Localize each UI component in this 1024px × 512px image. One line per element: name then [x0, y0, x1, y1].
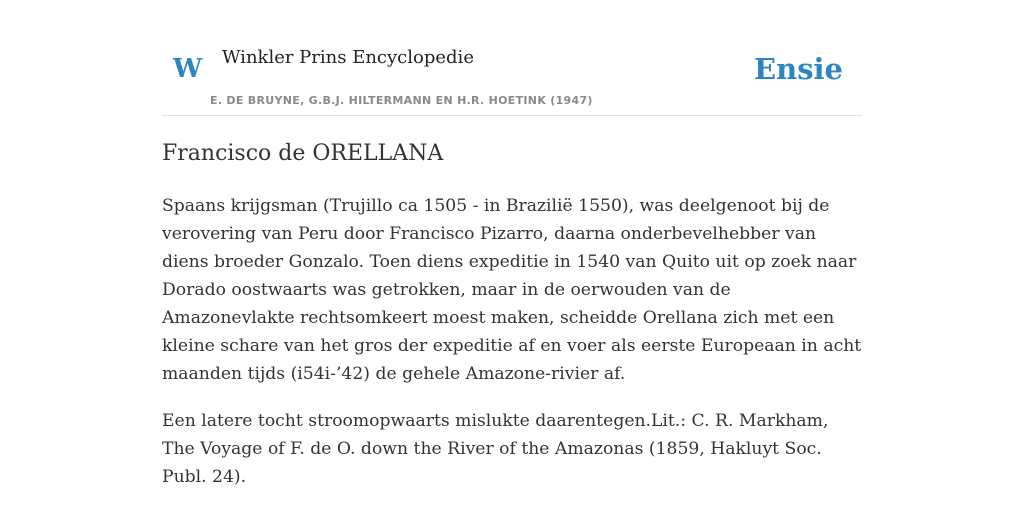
article-paragraph: Een latere tocht stroomopwaarts mislukte daarentegen.Lit.: C. R. Markham, The Voyage of F. de O. down the River of the Amazonas (1859, Hakluyt Soc. Publ. 24). — [162, 411, 829, 487]
article-paragraph: Spaans krijgsman (Trujillo ca 1505 - in Brazilië 1550), was deelgenoot bij de verovering van Peru door Francisco Pizarro, daarna onderbevelhebber van diens broeder Gonzalo. Toen diens expeditie in 1540 van Quito uit op zoek naar Dorado oostwaarts was getrokken, maar in de oerwouden van de Amazonevlakte rechtsomkeert moest maken, scheidde Orellana zich met een kleine schare van het gros der expeditie af en voer als eerste Europeaan in acht maanden tijds (i54i-’42) de gehele Amazone-rivier af. — [162, 196, 862, 384]
article-title: Francisco de ORELLANA — [162, 141, 444, 166]
site-header — [162, 40, 862, 116]
article-body — [162, 192, 862, 510]
site-title: Winkler Prins Encyclopedie — [222, 47, 474, 68]
authors-line: E. DE BRUYNE, G.B.J. HILTERMANN EN H.R. HOETINK (1947) — [210, 94, 593, 107]
logo-icon[interactable]: W — [173, 54, 203, 84]
brand-logo[interactable]: Ensie — [754, 52, 843, 86]
